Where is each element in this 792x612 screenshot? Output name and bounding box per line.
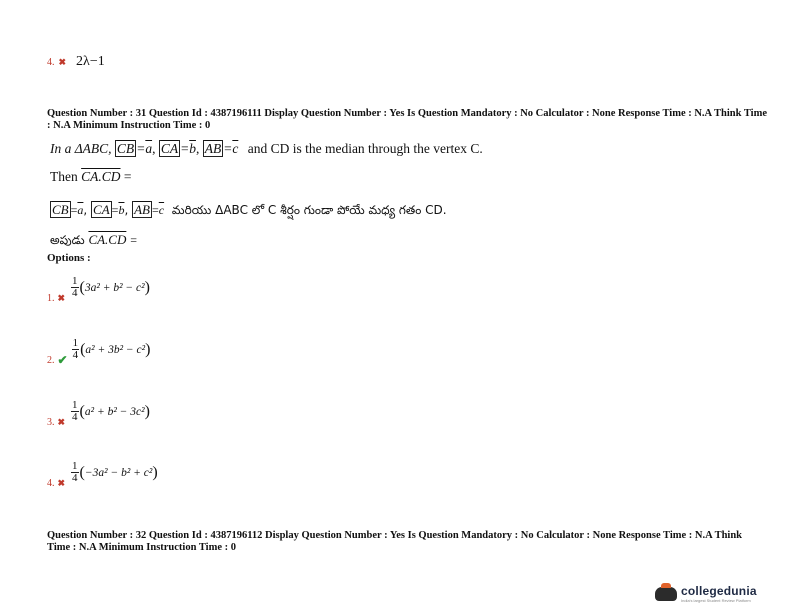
vector-a: $\overline{a}$ [145, 141, 153, 156]
option-number: 4. [47, 478, 55, 489]
logo-text: collegedunia [681, 584, 757, 598]
option-expression: 3a² + b² − c² [84, 281, 145, 294]
question-31-telugu-then: అపుడు CA.CD = [50, 232, 137, 247]
cross-icon: ✖ [57, 293, 66, 303]
question-31-telugu: $\overline{CB} =\overline{a}$, $\overline{CA} =\overline{b}$, $\overline{AB} =\overline{c}$ మరియు ΔABC లో C శీర్షం గుండా పోయే మధ్య గతం CD. [52, 202, 447, 217]
vector-c: $\overline{c}$ [232, 141, 239, 156]
option-number: 2. [47, 355, 55, 366]
cross-icon: ✖ [57, 417, 66, 427]
question-prefix: In a ΔABC, [50, 141, 112, 156]
fraction: $\frac{1}{4}$ [72, 275, 78, 299]
logo-tagline: India's largest Student Review Platform [681, 598, 751, 603]
telugu-suffix: మరియు ΔABC లో C శీర్షం గుండా పోయే మధ్య గతం CD. [171, 203, 447, 217]
option-number: 4. [47, 57, 55, 68]
vector-cb: $\overline{CB}$ [116, 141, 135, 156]
fraction: $\frac{1}{4}$ [72, 460, 78, 484]
fraction: $\frac{1}{4}$ [72, 337, 79, 361]
option-expression: −3a² − b² + c² [84, 466, 153, 479]
vector-ab: $\overline{AB}$ [204, 141, 222, 156]
check-icon: ✔ [57, 353, 68, 367]
question-32-meta: Question Number : 32 Question Id : 4387196112 Display Question Number : Yes Is Question Mandatory : No Calculator : None Response Time : N.A Think Time : N.A Minimum Instruction Time : 0 [47, 530, 743, 553]
equals-sign: = [123, 169, 132, 184]
option-expression: a² + 3b² − c² [85, 343, 146, 356]
option-1: 1. ✖ $\frac{1}{4}$ ( 3a² + b² − c² ) [47, 275, 150, 304]
option-expression: a² + b² − 3c² [84, 405, 145, 418]
then-label: Then [50, 169, 78, 184]
collegedunia-logo [655, 584, 757, 603]
question-31-then [50, 169, 132, 185]
option-2: 2. ✔ $\frac{1}{4}$ ( a² + 3b² − c² ) [47, 337, 151, 367]
option-3: 3. ✖ $\frac{1}{4}$ ( a² + b² − 3c² ) [47, 399, 150, 428]
prev-option-4 [47, 52, 105, 70]
question-suffix: and CD is the median through the vertex C. [247, 141, 483, 156]
question-31-meta: Question Number : 31 Question Id : 4387196111 Display Question Number : Yes Is Question Mandatory : No Calculator : None Response Time : N.A Think Time : N.A Minimum Instruction Time : 0 [47, 108, 768, 131]
telugu-then-label: అపుడు [50, 233, 85, 247]
question-31-english: In a ΔABC, $\overline{CB} =\overline{a}$, $\overline{CA} =\overline{b}$, $\overline{AB} =\overline{c}$ and CD is the median through the vertex C. [50, 141, 483, 156]
option-text: 2λ−1 [76, 54, 105, 69]
option-number: 3. [47, 417, 55, 428]
vector-ca: $\overline{CA}$ [160, 141, 179, 156]
cross-icon: ✖ [57, 478, 66, 488]
vector-b: $\overline{b}$ [189, 141, 196, 156]
graduation-cap-icon [655, 587, 677, 601]
cross-icon: ✖ [58, 57, 67, 67]
option-number: 1. [47, 293, 55, 304]
options-label: Options : [47, 252, 91, 264]
fraction: $\frac{1}{4}$ [72, 399, 78, 423]
option-4: 4. ✖ $\frac{1}{4}$ ( −3a² − b² + c² ) [47, 460, 158, 489]
dot-product: CA.CD [81, 169, 121, 184]
